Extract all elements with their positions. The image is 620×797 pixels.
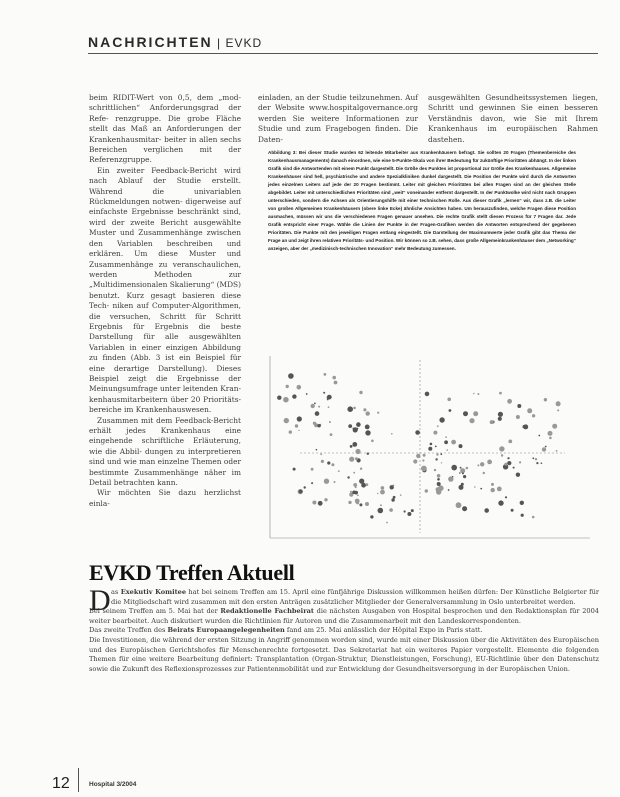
scatter-point [359, 391, 362, 394]
scatter-point [352, 442, 357, 447]
scatter-point [356, 422, 361, 427]
scatter-point [462, 506, 467, 511]
scatter-point [519, 461, 521, 463]
scatter-point [366, 483, 369, 486]
scatter-point [498, 417, 502, 421]
scatter-point [366, 411, 370, 415]
scatter-point [483, 472, 485, 474]
scatter-point [511, 509, 514, 512]
scatter-point [542, 447, 546, 451]
scatter-point [311, 482, 313, 484]
news-p2-rest: die nächsten Ausgaben von Hospital besprochen und den Redaktionsplan für 2004 weiter bearbeitet. Auch diskutiert wurden die Richtlinien für Autoren und die Zusammenarbeit mit den Landeskorrespondenten. [89, 607, 599, 625]
scatter-point [462, 472, 464, 474]
scatter-point [355, 486, 357, 488]
scatter-point [477, 393, 479, 395]
scatter-point [448, 489, 450, 491]
section-title: NACHRICHTEN [88, 34, 213, 50]
scatter-point [329, 421, 331, 423]
scatter-point [391, 498, 394, 501]
scatter-point [304, 486, 306, 488]
scatter-point [520, 501, 524, 505]
column-right [428, 93, 598, 145]
scatter-point [532, 457, 534, 459]
journal-issue: Hospital 3/2004 [89, 781, 137, 788]
scatter-point [327, 461, 330, 464]
scatter-point [415, 430, 420, 435]
scatter-point [460, 467, 462, 469]
scatter-point [487, 460, 492, 465]
scatter-point [377, 412, 379, 414]
scatter-point [535, 458, 537, 460]
scatter-point [350, 445, 353, 448]
scatter-point [439, 417, 444, 422]
scatter-point [288, 373, 294, 379]
scatter-point [447, 398, 451, 402]
scatter-point [315, 411, 320, 416]
scatter-point [367, 453, 369, 455]
scatter-point [318, 501, 323, 506]
scatter-point [324, 498, 327, 501]
scatter-point [355, 499, 360, 504]
scatter-point [371, 440, 374, 443]
scatter-point [413, 459, 417, 463]
scatter-point [411, 509, 414, 512]
scatter-point [360, 468, 362, 470]
scatter-point [334, 481, 336, 483]
scatter-point [538, 435, 540, 437]
scatter-point [523, 425, 526, 428]
scatter-point [484, 508, 489, 513]
scatter-point [350, 491, 352, 493]
scatter-point [456, 502, 462, 508]
scatter-point [507, 399, 512, 404]
scatter-point [437, 482, 441, 486]
scatter-point [283, 397, 289, 403]
scatter-point [289, 430, 292, 433]
scatter-point [386, 522, 388, 524]
scatter-point [440, 453, 442, 455]
section-subtitle: EVKD [225, 36, 263, 50]
scatter-point [435, 446, 437, 448]
scatter-point [521, 514, 524, 517]
scatter-point [516, 473, 520, 477]
news-paragraph-3 [89, 626, 599, 636]
column-left [89, 93, 241, 509]
scatter-point [434, 469, 436, 471]
scatter-point [441, 462, 442, 463]
scatter-point [469, 418, 474, 423]
scatter-point [306, 393, 308, 395]
scatter-point [451, 440, 456, 445]
scatter-point [317, 424, 320, 427]
scatter-point [416, 454, 420, 458]
scatter-point [501, 454, 503, 456]
scatter-point [298, 430, 299, 431]
scatter-point [297, 416, 302, 421]
scatter-point [423, 454, 426, 457]
col1-paragraph-4: Wir möchten Sie dazu herzlichst einla- [89, 488, 241, 508]
scatter-point [491, 488, 495, 492]
scatter-point [347, 476, 349, 478]
scatter-point [507, 457, 509, 459]
news-p3-rest: fand am 25. Mai anlässlich der Hôpital Expo in Paris statt. [284, 626, 483, 635]
col1-paragraph-2: Ein zweiter Feedback-Bericht wird nach Ablauf der Studie erstellt. Während die univariablen Rückmeldungen notwen- digerweise auf einfachste Ergebnisse beschränkt sind, wird der zweite Bericht ausgewählte Muster und Zusammenhänge zwischen den Variablen beschreiben und erklären. Um diese Muster und Zusammenhänge zu veranschaulichen, werden Methoden zur „Multidimensionalen Skalierung“ (MDS) benutzt. Kurz gesagt basieren diese Tech- niken auf Computer-Algorithmen, die versuchen, Schritt für Schritt Ergebnis für Ergebnis die beste Darstellung für alle ausgewählten Variablen in einer einzigen Abbildung zu finden (Abb. 3 ist ein Beispiel für eine derartige Darstellung). Dieses Beispiel zeigt die Ergebnisse der Meinungsumfrage unter leitenden Kran- kenhausmitarbeitern über 20 Prioritäts- bereiche im Krankenhauswesen. [89, 165, 241, 415]
scatter-point [497, 487, 502, 492]
scatter-point [517, 404, 521, 408]
scatter-point [463, 411, 468, 416]
scatter-point [353, 407, 356, 410]
news-p1-bold: Exekutiv Komitee [120, 588, 187, 596]
scatter-point [516, 415, 520, 419]
scatter-point [324, 479, 329, 484]
scatter-point [359, 479, 364, 484]
scatter-point [381, 486, 385, 490]
header-rule [88, 53, 598, 54]
scatter-point [353, 427, 358, 432]
scatter-point [436, 487, 440, 491]
scatter-point [437, 474, 441, 478]
news-p1-rest: hat bei seinem Treffen am 15. April eine fünfjährige Diskussion willkommen heißen dürfen: Der Künstliche Belgierter für die Mitgliedschaft wird zusammen mit den ersten Anträgen zusätzlicher Mitglieder der Generalversammlung in Oslo unterbreitet werden. [111, 588, 599, 606]
scatter-point [480, 488, 482, 490]
scatter-point [498, 500, 503, 505]
scatter-point [347, 406, 353, 412]
col2-paragraph-1: einladen, an der Studie teilzunehmen. Auf der Website www.hospitalgovernance.org werden Sie weitere Informationen zur Studie und zum Fragebogen finden. Die Daten- [258, 93, 418, 144]
scatter-point [430, 443, 433, 446]
scatter-point [532, 516, 535, 519]
news-p3-bold: Beirats Europaangelegenheiten [167, 626, 285, 635]
scatter-point [314, 403, 316, 405]
scatter-point [330, 433, 333, 436]
footer-divider [78, 768, 79, 792]
scatter-point [491, 483, 494, 486]
scatter-point [400, 494, 402, 496]
news-paragraph-4: Die Investitionen, die während der ersten Sitzung in Angriff genommen worden sind, wurde mit einer Diskussion über die Aktivitäten des Europäischen und des Europäischen Gerichtshofes für Menschenrechte fortgesetzt. Das Sekretariat hat ein weiteres Papier vorgestellt. Elemente die folgenden Themen für eine weitere Bearbeitung definiert: Transplantation (Organ-Struktur, Dienstleistungen, Forschung), EU-Richtlinie über den Datenschutz sowie die Zukunft des Reflexionsprozesses zur Patientenmobilität und zur Entwicklung der Gesundheitsversorgung in der Europäischen Union. [89, 635, 599, 673]
scatter-point [459, 444, 463, 448]
scatter-point [459, 472, 461, 474]
scatter-point [437, 425, 439, 427]
col3-paragraph-1: ausgewählten Gesundheitssystemen liegen, Schritt und gewinnen Sie einen besseren Verständnis davon, wie Sie mit Ihrem Krankenhaus im europäischen Rahmen dastehen. [428, 93, 598, 144]
scatter-point [338, 470, 340, 472]
scatter-point [527, 408, 532, 413]
scatter-point [473, 393, 474, 394]
scatter-point [328, 406, 330, 408]
scatter-point [532, 414, 535, 417]
scatter-point [428, 447, 432, 451]
scatter-point [293, 468, 296, 471]
scatter-point [477, 464, 479, 466]
scatter-point [334, 381, 338, 385]
scatter-point [466, 467, 469, 470]
scatter-point [449, 409, 452, 412]
scatter-point [474, 486, 476, 488]
page-number: 12 [52, 775, 70, 792]
drop-cap: D [89, 584, 111, 617]
scatter-point [318, 406, 320, 408]
mds-scatter-figure [260, 338, 596, 546]
scatter-point [377, 493, 378, 494]
scatter-point [316, 449, 318, 451]
scatter-point [348, 424, 352, 428]
scatter-point [473, 411, 478, 416]
scatter-point [444, 440, 448, 444]
scatter-point [365, 430, 370, 435]
scatter-point [391, 433, 393, 435]
figure-caption: Abbildung 3: Bei dieser Studie wurden 62 leitende Mitarbeiter aus Krankenhäusern befragt. Sie sollten 20 Fragen (Themenbereiche des Krankenhausmanagements) danach einordnen, wie eine 5-Punkte-Skala von ihrer Bedeutung für zukünftige Prioritäten abhängt. In der linken Grafik sind die Antwortenden mit einem Punkt dargestellt. Die Größe des Punktes ist proportional zur Größe des Krankenhauses. Allgemeine Krankenhäuser sind hell, psychiatrische und andere Spezialkliniken dunkel dargestellt. Die Position der Punkte wird durch die Antworten jedes einzelnen Leiters auf jede der 20 Fragen bestimmt. Leiter mit gleichen Prioritäten bei allen Fragen sind an der gleichen Stelle abgebildet. Leiter mit unterschiedlichen Prioritäten sind „weit“ voneinander entfernt dargestellt. In der Punktwolke wird nicht nach Gruppen unterschieden, sondern die Achsen als Orientierungshilfe mit einer technischen Rolle. Aus dieser Grafik „lernen“ wir, dass z.B. die Leiter von großen Allgemeinen Krankenhäusern (obere linke Ecke) ähnliche Ansichten haben. Um herauszufinden, welche Fragen diese Position ausmachen, müssen wir uns die verschiedenen Fragen genauer ansehen. Die rechte Grafik stellt diesen Prozess für 7 Fragen dar. Jede Grafik entspricht einer Frage. Wähle die Linien der Punkte in der Fragen-Grafiken werden die Antworten entsprechend der gegebenen Prioritäten. Die Punkte mit den jeweiligen Fragen entlang eingestellt. Die Darstellung der Maximumwerte jeder Grafik gibt das Thema der Frage an und zeigt ihren relativen Prioritäts- und Position. Wir können so z.B. sehen, dass große Allgemeinkrankenhäuser dem „Networking“ anzeigen, aber der „medizinisch-technischen Innovation“ mehr Bedeutung zumessen. [268, 150, 576, 251]
col1-paragraph-1: beim RIDIT-Wert von 0,5, dem „mod- schrittlichen“ Anforderungsgrad der Refe- renzgruppe. Die grobe Fläche stellt das Maß an Anforderungen der Krankenhausmitar- beiter in allen sechs Bereichen verglichen mit der Referenzgruppe. [89, 93, 241, 165]
scatter-point [556, 450, 558, 452]
section-separator: | [212, 36, 226, 50]
scatter-point [499, 392, 502, 395]
scatter-point [365, 425, 370, 430]
scatter-point [349, 457, 354, 462]
scatter-point [277, 396, 281, 400]
scatter-point [504, 463, 507, 466]
scatter-point [404, 510, 406, 512]
scatter-point [355, 457, 358, 460]
scatter-point [363, 408, 366, 411]
scatter-point [437, 478, 440, 481]
scatter-point [297, 385, 302, 390]
scatter-point [327, 399, 329, 401]
scatter-point [508, 440, 512, 444]
col1-paragraph-3: Zusammen mit dem Feedback-Bericht erhält jedes Krankenhaus eine eingehende schriftliche Erläuterung, wie die Abbil- dungen zu interpretieren sind und wie man einzelne Themen oder bestimmte Zusammenhänge näher im Detail betrachten kann. [89, 415, 241, 488]
scatter-point [549, 437, 552, 440]
scatter-point [365, 502, 369, 506]
scatter-point [321, 460, 324, 463]
scatter-point [421, 466, 427, 472]
scatter-point [544, 398, 547, 401]
scatter-point [435, 458, 437, 460]
scatter-point [451, 465, 457, 471]
scatter-point [295, 424, 298, 427]
scatter-point [348, 501, 351, 504]
scatter-point [370, 515, 373, 518]
scatter-point [331, 463, 334, 466]
scatter-point [422, 459, 424, 461]
scatter-point [425, 392, 430, 397]
scatter-point [359, 503, 362, 506]
news-body [89, 584, 599, 674]
scatter-point [353, 483, 357, 487]
scatter-point [459, 485, 464, 490]
news-paragraph-2 [89, 607, 599, 626]
scatter-point [433, 431, 437, 435]
scatter-point [357, 495, 359, 497]
scatter-point [324, 373, 327, 376]
scatter-point [499, 446, 504, 451]
scatter-point [355, 449, 360, 454]
scatter-point [446, 449, 448, 451]
scatter-point [353, 472, 355, 474]
scatter-point [299, 489, 303, 493]
news-p2-start: Bei seinem Treffen am 5. Mai hat der [89, 607, 221, 616]
column-middle [258, 93, 418, 145]
scatter-point [548, 431, 553, 436]
scatter-point [292, 394, 296, 398]
scatter-point [380, 490, 385, 495]
scatter-point [284, 418, 289, 423]
scatter-point [445, 436, 447, 438]
news-p3-start: Das zweite Treffen des [89, 626, 168, 635]
scatter-point [545, 446, 547, 448]
scatter-point [513, 467, 515, 469]
scatter-point [480, 462, 484, 466]
scatter-point [552, 424, 557, 429]
scatter-point [425, 489, 428, 492]
scatter-point [311, 404, 315, 408]
news-p2-bold: Redaktionelle Fachbeirat [220, 607, 314, 616]
scatter-point [286, 385, 289, 388]
news-headline: EVKD Treffen Aktuell [89, 560, 295, 585]
scatter-point [407, 512, 411, 516]
scatter-point [378, 508, 384, 514]
scatter-point [556, 401, 561, 406]
scatter-point [536, 462, 538, 464]
news-p1-start: as [111, 588, 121, 596]
scatter-point [380, 505, 381, 506]
scatter-point [323, 392, 325, 394]
scatter-point [332, 376, 336, 380]
scatter-point [490, 420, 494, 424]
scatter-point [320, 453, 322, 455]
scatter-point [557, 409, 559, 411]
section-header [88, 34, 262, 50]
scatter-point [498, 412, 503, 417]
scatter-point [390, 485, 394, 489]
news-paragraph-1 [89, 588, 599, 607]
scatter-point [541, 462, 543, 464]
scatter-point [505, 496, 507, 498]
scatter-point [352, 491, 356, 495]
scatter-point [312, 501, 316, 505]
scatter-point [448, 476, 453, 481]
scatter-point [393, 496, 396, 499]
scatter-point [389, 508, 393, 512]
scatter-point [311, 468, 314, 471]
scatter-point [507, 461, 511, 465]
scatter-point [463, 475, 466, 478]
scatter-point [436, 453, 438, 455]
